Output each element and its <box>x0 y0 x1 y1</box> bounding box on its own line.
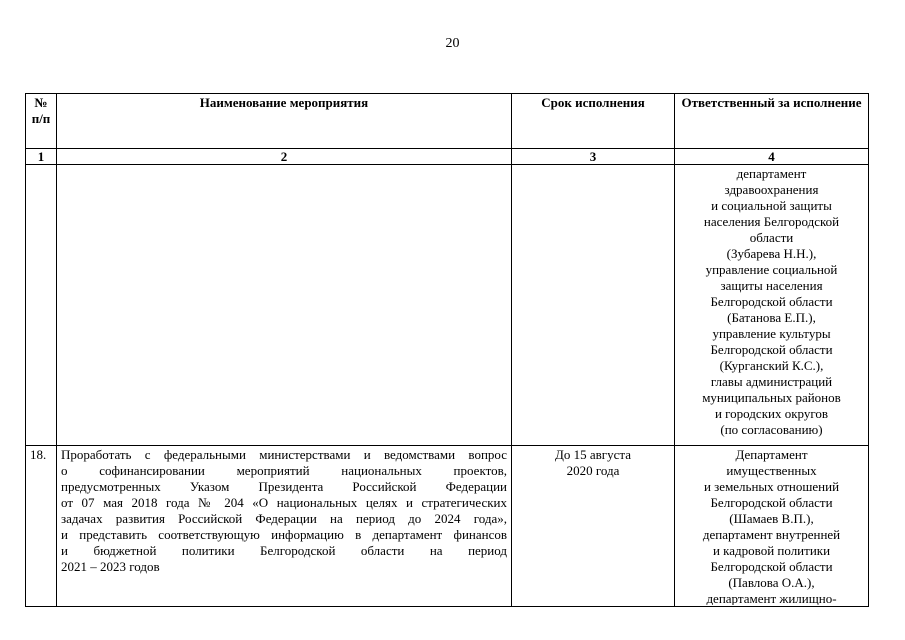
text-line: Белгородской области <box>710 559 833 574</box>
column-number: 4 <box>675 149 869 165</box>
text-line: населения Белгородской <box>703 214 840 229</box>
text-line: департамент <box>736 166 807 181</box>
text-line: муниципальных районов <box>702 390 841 405</box>
text-line: (по согласованию) <box>720 422 823 437</box>
text-line: задачах развития Российской Федерации на период до 2024 года», <box>61 511 507 526</box>
page-number: 20 <box>445 36 460 51</box>
text-line: Белгородской области <box>710 495 833 510</box>
row-number: 18. <box>26 446 57 607</box>
column-number: 1 <box>26 149 57 165</box>
table-row <box>26 165 869 446</box>
text-line: (Шамаев В.П.), <box>729 511 814 526</box>
text-line: Департамент <box>735 447 808 462</box>
text-line: управление культуры <box>712 326 831 341</box>
row-responsible <box>675 446 869 607</box>
text-line: 2021 – 2023 годов <box>61 559 160 574</box>
row-activity <box>57 165 512 446</box>
header-deadline: Срок исполнения <box>512 94 675 149</box>
text-line: Белгородской области <box>710 342 833 357</box>
text-line: и городских округов <box>714 406 829 421</box>
text-line: о софинансировании мероприятий национальных проектов, <box>61 463 507 478</box>
header-activity: Наименование мероприятия <box>57 94 512 149</box>
text-line: департамент внутренней <box>702 527 841 542</box>
text-line: имущественных <box>726 463 817 478</box>
table-row <box>26 446 869 607</box>
text-line: (Батанова Е.П.), <box>727 310 816 325</box>
text-line: и представить соответствующую информацию в департамент финансов <box>61 527 507 542</box>
text-line: управление социальной <box>705 262 838 277</box>
column-number: 2 <box>57 149 512 165</box>
text-line: (Павлова О.А.), <box>728 575 815 590</box>
header-responsible: Ответственный за исполнение <box>675 94 869 149</box>
row-responsible <box>675 165 869 446</box>
header-number: № п/п <box>26 94 57 149</box>
text-line: и бюджетной политики Белгородской области на период <box>61 543 507 558</box>
row-activity <box>57 446 512 607</box>
text-line: защиты населения <box>720 278 823 293</box>
text-line: главы администраций <box>710 374 833 389</box>
column-number-row <box>26 149 869 165</box>
text-line: от 07 мая 2018 года № 204 «О национальных целях и стратегических <box>61 495 507 510</box>
activities-table <box>25 93 869 607</box>
text-line: предусмотренных Указом Президента Российской Федерации <box>61 479 507 494</box>
text-line: и социальной защиты <box>711 198 832 213</box>
text-line: Белгородской области <box>710 294 833 309</box>
column-number: 3 <box>512 149 675 165</box>
row-deadline <box>512 446 675 607</box>
text-line: (Курганский К.С.), <box>719 358 824 373</box>
text-line: Проработать с федеральными министерствами и ведомствами вопрос <box>61 447 507 462</box>
text-line: (Зубарева Н.Н.), <box>726 246 817 261</box>
row-number <box>26 165 57 446</box>
text-line: До 15 августа <box>555 447 631 462</box>
text-line: здравоохранения <box>724 182 819 197</box>
text-line: и кадровой политики <box>712 543 831 558</box>
row-deadline <box>512 165 675 446</box>
text-line: департамент жилищно- <box>706 591 837 605</box>
text-line: 2020 года <box>566 463 620 478</box>
text-line: и земельных отношений <box>703 479 840 494</box>
table-header-row <box>26 94 869 149</box>
text-line: области <box>749 230 794 245</box>
